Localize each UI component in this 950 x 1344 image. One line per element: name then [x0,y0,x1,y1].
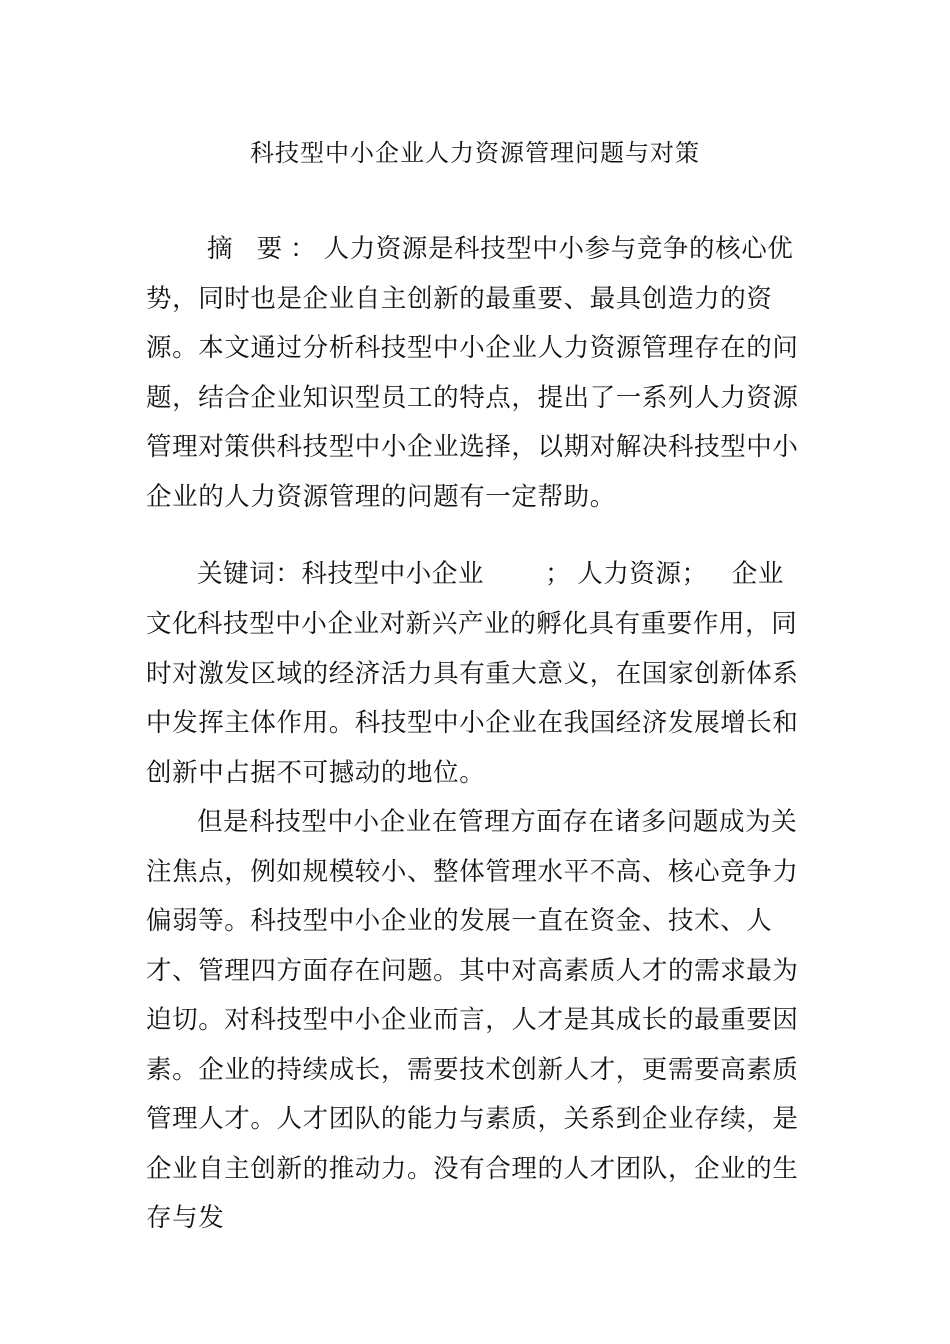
body-paragraph: 科技型中小企业对新兴产业的孵化具有重要作用，同时对激发区域的经济活力具有重大意义，在国家创新体系中发挥主体作用。科技型中小企业在我国经济发展增长和创新中占据不可撼动的地位。 [146,609,799,788]
body-paragraph-block [146,798,806,1244]
keywords-label: 关键词： [197,559,302,589]
abstract-text: 人力资源是科技型中小参与竞争的核心优势，同时也是企业自主创新的最重要、最具创造力的资源。本文通过分析科技型中小企业人力资源管理存在的问题，结合企业知识型员工的特点，提出了一系列人力资源管理对策供科技型中小企业选择，以期对解决科技型中小企业的人力资源管理的问题有一定帮助。 [146,234,799,512]
keyword-item: 人力资源； [577,559,708,589]
document-title: 科技型中小企业人力资源管理问题与对策 [250,139,700,167]
keyword-item: 企业文化 [146,559,784,639]
abstract-section [146,225,806,522]
keyword-item: 科技型中小企业 [301,559,485,589]
body-paragraph: 但是科技型中小企业在管理方面存在诸多问题成为关注焦点，例如规模较小、整体管理水平不高、核心竞争力偏弱等。科技型中小企业的发展一直在资金、技术、人才、管理四方面存在问题。其中对高素质人才的需求最为迫切。对科技型中小企业而言，人才是其成长的最重要因素。企业的持续成长，需要技术创新人才，更需要高素质管理人才。人才团队的能力与素质，关系到企业存续，是企业自主创新的推动力。没有合理的人才团队，企业的生存与发 [146,807,799,1233]
keyword-separator: ； [545,559,572,589]
abstract-label: 摘 要： [207,234,324,264]
body-paragraph-block [146,600,806,798]
abstract-paragraph [146,225,806,522]
